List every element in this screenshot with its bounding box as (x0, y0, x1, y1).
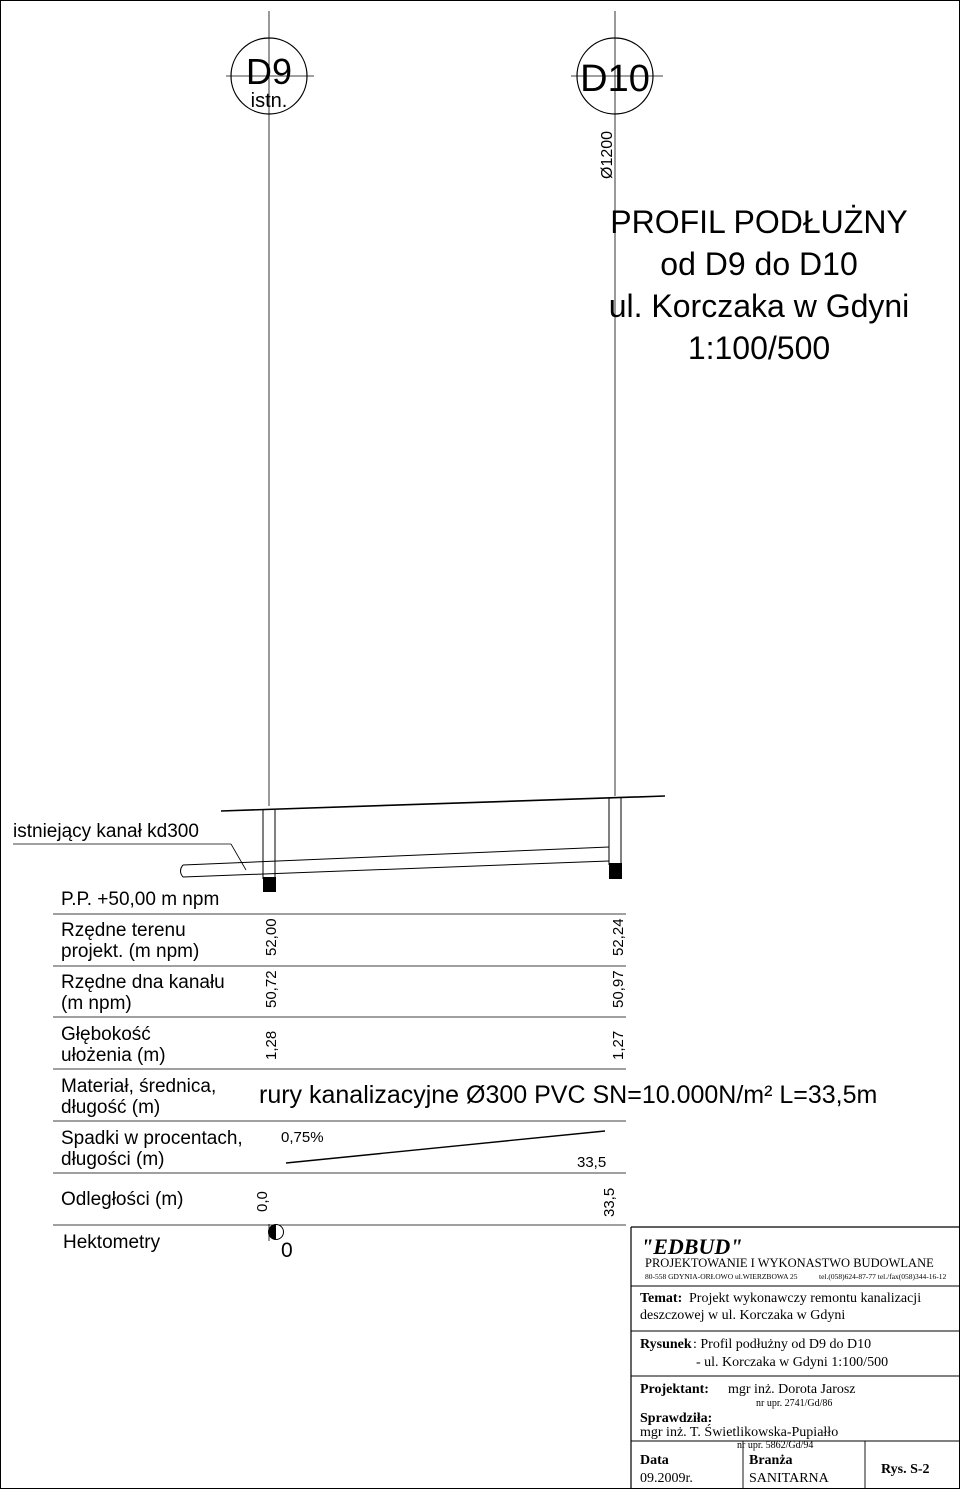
terrain-value-d10: 52,24 (610, 918, 627, 956)
designer-name: mgr inż. Dorota Jarosz (728, 1382, 856, 1397)
topic-label: Temat: (640, 1291, 683, 1306)
drawing-line-2: - ul. Korczaka w Gdyni 1:100/500 (696, 1355, 889, 1370)
hectometer-value: 0 (281, 1239, 293, 1262)
manhole-d10-header (571, 38, 663, 114)
drawing-line-1: : Profil podłużny od D9 do D10 (693, 1337, 872, 1352)
manhole-diameter-label: Ø1200 (599, 130, 616, 179)
invert-value-d9: 50,72 (263, 970, 280, 1008)
slope-percent: 0,75% (281, 1129, 324, 1146)
terrain-line (221, 796, 665, 811)
title-block (631, 1227, 959, 1488)
manhole-d10-label: D10 (580, 58, 650, 100)
distance-value-d9: 0,0 (254, 1191, 271, 1212)
manhole-d9-header (226, 38, 314, 114)
depth-row-label-1: Głębokość (61, 1024, 151, 1045)
slope-row-label-2: długości (m) (61, 1149, 165, 1170)
invert-value-d10: 50,97 (610, 970, 627, 1008)
terrain-value-d9: 52,00 (263, 918, 280, 956)
manhole-d9-label: D9 (245, 51, 293, 92)
branch-label: Branża (749, 1453, 793, 1468)
invert-row-label-2: (m npm) (61, 993, 132, 1014)
datum-label: P.P. +50,00 m npm (61, 889, 220, 910)
company-phone: tel.(058)624-87-77 tel./fax(058)344-16-12 (819, 1272, 947, 1281)
existing-sewer-label: istniejący kanał kd300 (13, 821, 199, 842)
title-line-3: ul. Korczaka w Gdyni (608, 288, 910, 324)
d10-values (601, 918, 627, 1217)
d9-values (254, 918, 280, 1212)
sewer-pipe (181, 847, 610, 877)
designer-registration: nr upr. 2741/Gd/86 (756, 1398, 833, 1409)
material-row-label-1: Materiał, średnica, (61, 1076, 217, 1097)
manhole-shaft-d10 (609, 798, 622, 879)
depth-value-d9: 1,28 (263, 1030, 280, 1060)
checker-label: Sprawdziła: (640, 1411, 713, 1426)
existing-sewer-leader (231, 844, 246, 870)
hectometer-row-label: Hektometry (63, 1232, 161, 1253)
drawing-title (609, 204, 910, 366)
company-subtitle: PROJEKTOWANIE I WYKONASTWO BUDOWLANE (645, 1256, 934, 1270)
topic-line-1: Projekt wykonawczy remontu kanalizacji (689, 1291, 922, 1306)
title-line-2: od D9 do D10 (660, 246, 858, 282)
terrain-row-label-2: projekt. (m npm) (61, 941, 200, 962)
manhole-d9-sublabel: istn. (250, 90, 288, 112)
sheet-id: Rys. S-2 (881, 1462, 930, 1477)
depth-value-d10: 1,27 (610, 1030, 627, 1060)
distance-value-d10: 33,5 (601, 1187, 618, 1217)
company-name: "EDBUD" (641, 1234, 743, 1259)
designer-label: Projektant: (640, 1382, 709, 1397)
slope-line (286, 1131, 605, 1163)
manhole-shaft-d9 (263, 810, 276, 892)
topic-line-2: deszczowej w ul. Korczaka w Gdyni (640, 1308, 846, 1323)
terrain-row-label-1: Rzędne terenu (61, 920, 186, 941)
invert-row-label-1: Rzędne dna kanału (61, 972, 225, 993)
row-labels (61, 920, 243, 1253)
depth-row-label-2: ułożenia (m) (61, 1045, 166, 1066)
date-label: Data (640, 1453, 669, 1468)
date-value: 09.2009r. (640, 1471, 693, 1486)
profile-drawing (1, 1, 959, 1488)
company-address: 80-558 GDYNIA-ORŁOWO ul.WIERZBOWA 25 (645, 1272, 798, 1281)
material-description: rury kanalizacyjne Ø300 PVC SN=10.000N/m² L=33,5m (259, 1081, 878, 1109)
slope-row-label-1: Spadki w procentach, (61, 1128, 243, 1149)
slope-length: 33,5 (577, 1154, 607, 1171)
distance-row-label: Odległości (m) (61, 1189, 184, 1210)
material-row-label-2: długość (m) (61, 1097, 161, 1118)
checker-name: mgr inż. T. Świetlikowska-Pupiałło (640, 1425, 839, 1440)
title-line-1: PROFIL PODŁUŻNY (610, 204, 908, 240)
branch-value: SANITARNA (749, 1471, 829, 1486)
drawing-label: Rysunek (640, 1337, 692, 1352)
title-line-4: 1:100/500 (687, 330, 831, 366)
checker-registration: nr upr. 5862/Gd/94 (737, 1440, 814, 1451)
